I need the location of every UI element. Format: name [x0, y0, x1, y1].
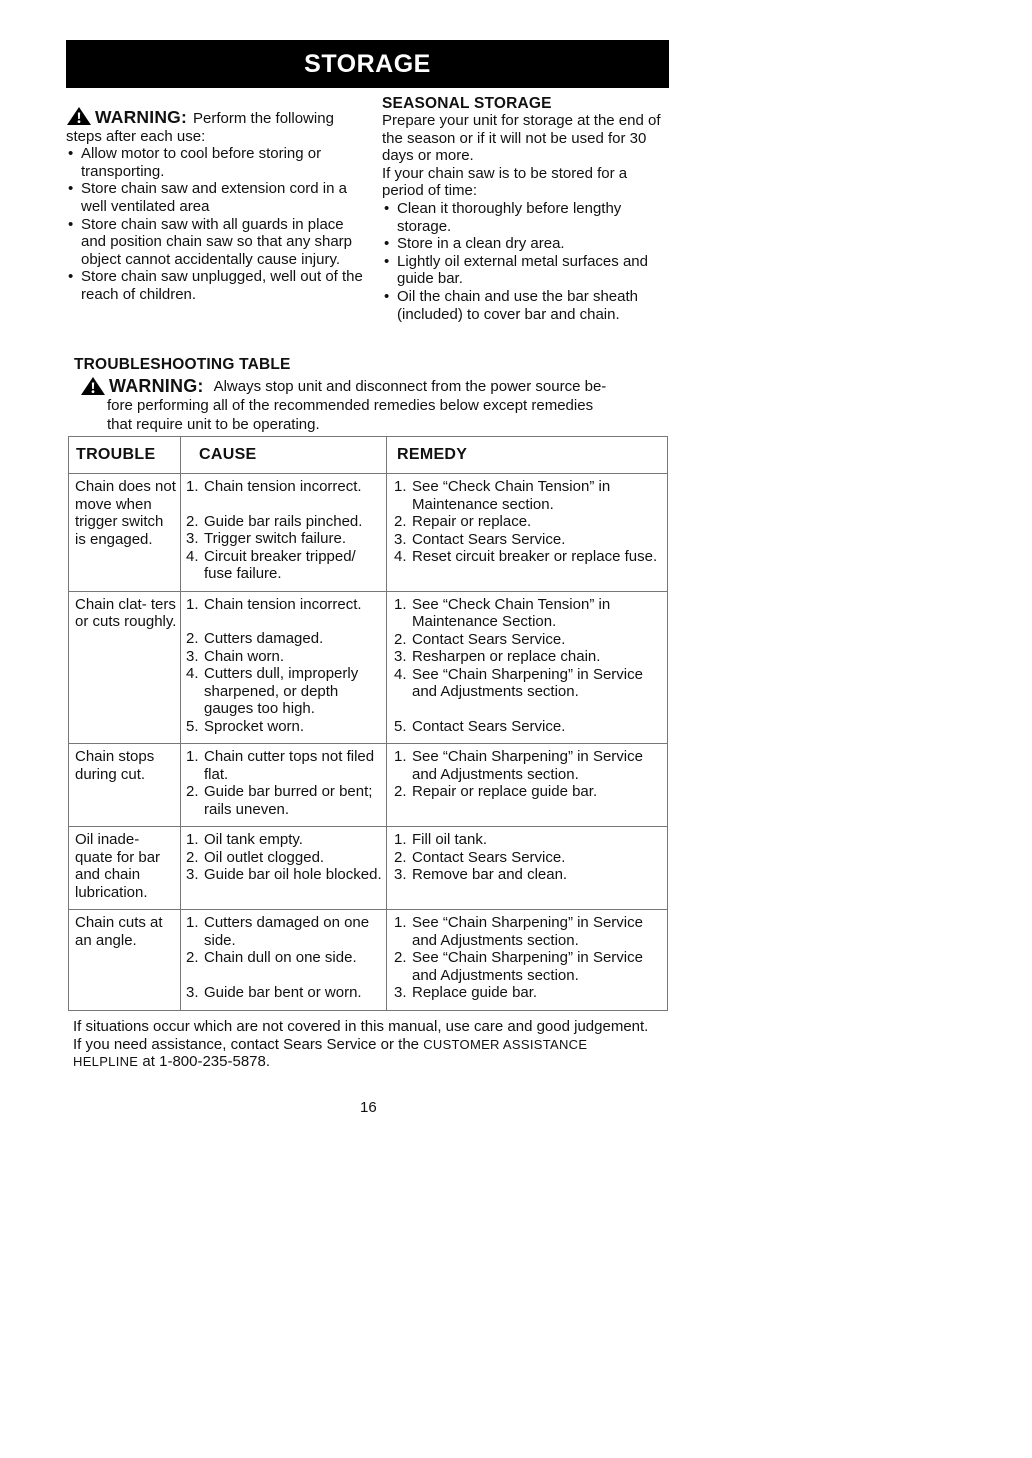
cause-cell: 1. Oil tank empty. 2. Oil outlet clogged. 3. Guide bar oil hole blocked. — [181, 827, 387, 910]
remedy-cell: 1. See “Check Chain Tension” in Maintenance section. 2. Repair or replace. 3. Contact Sears Service. 4. Reset circuit breaker or replace fuse. — [387, 474, 668, 592]
trouble-cell: Oil inade- quate for bar and chain lubrication. — [69, 827, 181, 910]
remedy-item: Contact Sears Service. — [412, 717, 566, 735]
table-header-row — [69, 437, 668, 474]
footer-note — [73, 1018, 653, 1071]
cause-item: Guide bar rails pinched. — [204, 512, 363, 530]
cause-item: Chain cutter tops not filed flat. — [204, 748, 375, 783]
remedy-item: Repair or replace guide bar. — [412, 783, 598, 800]
cause-item: Guide bar bent or worn. — [204, 983, 362, 1001]
warning-label: WARNING: — [95, 107, 188, 127]
remedy-item: See “Chain Sharpening” in Service and Adjustments section. — [412, 748, 643, 783]
warning-label: WARNING: — [109, 376, 204, 396]
remedy-item: Fill oil tank. — [412, 831, 488, 848]
cause-item: Oil tank empty. — [204, 831, 303, 848]
list-item: • Clean it thoroughly before lengthy storage. — [382, 200, 672, 235]
cause-item: Cutters dull, improperly sharpened, or depth gauges too high. — [204, 665, 359, 717]
footer-text-end: at 1-800-235-5878. — [138, 1053, 271, 1070]
remedy-item: Resharpen or replace chain. — [412, 648, 601, 665]
remedy-item: See “Check Chain Tension” in Maintenance Section. — [412, 595, 611, 630]
warning-text-line: Always stop unit and disconnect from the power source be- — [213, 378, 607, 395]
cause-cell: 1. Chain tension incorrect. 2. Cutters damaged. 3. Chain worn. 4. Cutters dull, improperly sharpened, or depth gauges too high. 5. Sprocket worn. — [181, 591, 387, 744]
storage-banner — [66, 40, 669, 88]
warning-text-line: fore performing all of the recommended remedies below except remedies — [107, 397, 594, 414]
seasonal-para-1: Prepare your unit for storage at the end of the season or if it will not be used for 30 days or more. — [382, 112, 661, 165]
remedy-cell: 1. See “Check Chain Tension” in Maintenance Section. 2. Contact Sears Service. 3. Resharpen or replace chain. 4. See “Chain Sharpening” in Service and Adjustments section. 5. Contact Sears Service. — [387, 591, 668, 744]
seasonal-storage-section — [382, 95, 672, 323]
seasonal-para-2: If your chain saw is to be stored for a period of time: — [382, 164, 628, 200]
remedy-item: Repair or replace. — [412, 513, 532, 530]
remedy-item: See “Chain Sharpening” in Service and Adjustments section. — [412, 665, 643, 700]
cause-item: Chain worn. — [204, 647, 285, 665]
warning-triangle-icon — [80, 376, 106, 396]
troubleshooting-heading: TROUBLESHOOTING TABLE — [74, 356, 291, 373]
cause-item: Cutters damaged. — [204, 630, 324, 647]
list-item: • Lightly oil external metal surfaces and guide bar. — [382, 253, 672, 288]
warning-triangle-icon — [66, 106, 92, 126]
cause-item: Circuit breaker tripped/ fuse failure. — [204, 547, 356, 582]
trouble-cell: Chain clat- ters or cuts roughly. — [69, 591, 181, 744]
cause-item: Sprocket worn. — [204, 717, 305, 735]
page-number: 16 — [360, 1099, 377, 1116]
trouble-cell: Chain cuts at an angle. — [69, 910, 181, 1011]
column-header-trouble: TROUBLE — [69, 437, 181, 474]
list-item: • Store in a clean dry area. — [382, 235, 672, 253]
remedy-item: Contact Sears Service. — [412, 530, 566, 548]
list-item: • Store chain saw with all guards in place and position chain saw so that any sharp object cannot accidentally cause injury. — [66, 216, 366, 269]
trouble-cell: Chain stops during cut. — [69, 744, 181, 827]
list-item: • Allow motor to cool before storing or transporting. — [66, 145, 366, 180]
cause-item: Guide bar burred or bent; rails uneven. — [204, 783, 373, 818]
remedy-cell: 1. See “Chain Sharpening” in Service and Adjustments section. 2. Repair or replace guide bar. — [387, 744, 668, 827]
seasonal-storage-heading: SEASONAL STORAGE — [382, 95, 552, 112]
cause-item: Oil outlet clogged. — [204, 848, 325, 866]
after-use-warning — [66, 106, 366, 145]
remedy-cell: 1. See “Chain Sharpening” in Service and Adjustments section. 2. See “Chain Sharpening” in Service and Adjustments section. 3. Replace guide bar. — [387, 910, 668, 1011]
list-item: • Store chain saw unplugged, well out of the reach of children. — [66, 268, 366, 303]
table-row — [69, 910, 668, 1011]
footer-text: If situations occur which are not covered in this manual, use care and good judgement. If you need assistance, contact Sears Service or the — [73, 1018, 649, 1053]
remedy-item: See “Check Chain Tension” in Maintenance section. — [412, 478, 611, 513]
cause-cell: 1. Chain tension incorrect. 2. Guide bar rails pinched. 3. Trigger switch failure. 4. Circuit breaker tripped/ fuse failure. — [181, 474, 387, 592]
table-row — [69, 827, 668, 910]
cause-cell: 1. Cutters damaged on one side. 2. Chain dull on one side. 3. Guide bar bent or worn. — [181, 910, 387, 1011]
after-use-section — [66, 106, 366, 304]
cause-item: Chain dull on one side. — [204, 949, 357, 966]
troubleshooting-warning — [80, 376, 660, 434]
cause-item: Guide bar oil hole blocked. — [204, 866, 382, 883]
table-row — [69, 744, 668, 827]
cause-item: Chain tension incorrect. — [204, 478, 362, 495]
list-item: • Oil the chain and use the bar sheath (included) to cover bar and chain. — [382, 288, 672, 323]
helpline-label: CUSTOMER ASSISTANCE HELPLINE — [73, 1036, 588, 1069]
remedy-item: See “Chain Sharpening” in Service and Adjustments section. — [412, 949, 643, 984]
remedy-item: Contact Sears Service. — [412, 848, 566, 866]
warning-text-line: that require unit to be operating. — [107, 416, 320, 433]
seasonal-list — [382, 200, 672, 323]
remedy-item: Remove bar and clean. — [412, 866, 568, 883]
after-use-intro: Perform the following steps after each use: — [66, 110, 334, 145]
table-row — [69, 591, 668, 744]
column-header-cause: CAUSE — [181, 437, 387, 474]
remedy-item: See “Chain Sharpening” in Service and Adjustments section. — [412, 914, 643, 949]
cause-item: Cutters damaged on one side. — [204, 914, 370, 949]
table-row — [69, 474, 668, 592]
cause-item: Chain tension incorrect. — [204, 595, 362, 613]
remedy-cell: 1. Fill oil tank. 2. Contact Sears Service. 3. Remove bar and clean. — [387, 827, 668, 910]
remedy-item: Contact Sears Service. — [412, 630, 566, 648]
cause-cell: 1. Chain cutter tops not filed flat. 2. Guide bar burred or bent; rails uneven. — [181, 744, 387, 827]
column-header-remedy: REMEDY — [387, 437, 668, 474]
after-use-list — [66, 145, 366, 303]
cause-item: Trigger switch failure. — [204, 530, 346, 547]
remedy-item: Replace guide bar. — [412, 984, 538, 1001]
list-item: • Store chain saw and extension cord in a well ventilated area — [66, 180, 366, 215]
trouble-cell: Chain does not move when trigger switch is engaged. — [69, 474, 181, 592]
troubleshooting-table — [68, 436, 668, 1011]
remedy-item: Reset circuit breaker or replace fuse. — [412, 548, 658, 565]
banner-title: STORAGE — [304, 49, 431, 78]
